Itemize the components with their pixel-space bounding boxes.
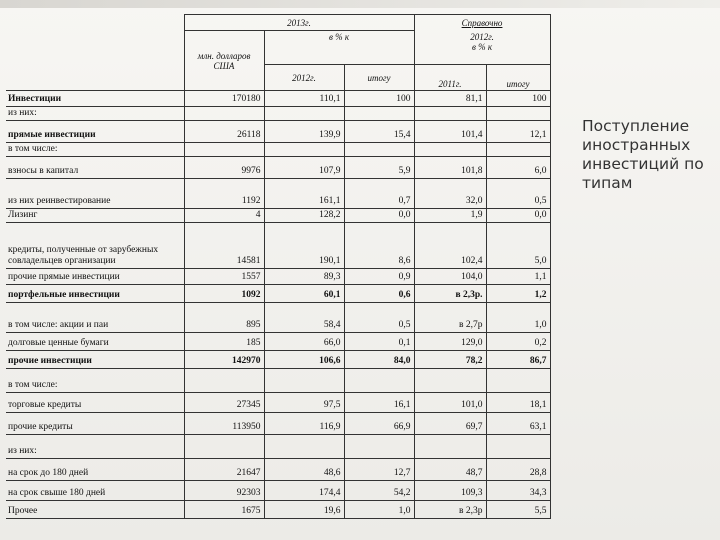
- cell-v1: 142970: [184, 351, 264, 369]
- cell-v5: 86,7: [486, 351, 550, 369]
- table-row: [6, 481, 550, 501]
- slide-title: Поступление иностранных инвестиций по типам: [582, 117, 704, 192]
- table-row: [6, 303, 550, 333]
- cell-v3: 5,9: [344, 157, 414, 179]
- cell-v2: [264, 369, 344, 393]
- cell-v1: 4: [184, 209, 264, 223]
- table-row: [6, 393, 550, 413]
- table-row: [6, 179, 550, 209]
- cell-v4: 81,1: [414, 91, 486, 107]
- cell-v3: 8,6: [344, 223, 414, 269]
- row-label: в том числе: акции и паи: [6, 303, 184, 333]
- cell-v3: 0,0: [344, 209, 414, 223]
- row-label: из них реинвестирование: [6, 179, 184, 209]
- cell-v2: 139,9: [264, 121, 344, 143]
- table-body: [6, 91, 550, 519]
- cell-v1: 27345: [184, 393, 264, 413]
- row-label: долговые ценные бумаги: [6, 333, 184, 351]
- cell-v3: 66,9: [344, 413, 414, 435]
- cell-v1: 14581: [184, 223, 264, 269]
- investment-table: [6, 14, 551, 519]
- table-row: [6, 223, 550, 269]
- cell-v5: 18,1: [486, 393, 550, 413]
- cell-v4: 69,7: [414, 413, 486, 435]
- cell-v1: 1192: [184, 179, 264, 209]
- cell-v3: 0,7: [344, 179, 414, 209]
- table-row: [6, 209, 550, 223]
- cell-v3: 1,0: [344, 501, 414, 519]
- cell-v3: 16,1: [344, 393, 414, 413]
- header-2012: 2012г.: [264, 65, 344, 91]
- cell-v2: [264, 435, 344, 459]
- cell-v3: 54,2: [344, 481, 414, 501]
- cell-v5: 1,0: [486, 303, 550, 333]
- table-row: [6, 121, 550, 143]
- row-label: прочие инвестиции: [6, 351, 184, 369]
- cell-v2: [264, 107, 344, 121]
- cell-v5: 6,0: [486, 157, 550, 179]
- table-row: [6, 157, 550, 179]
- cell-v1: 113950: [184, 413, 264, 435]
- row-label: торговые кредиты: [6, 393, 184, 413]
- row-label: Инвестиции: [6, 91, 184, 107]
- cell-v4: в 2,3р.: [414, 285, 486, 303]
- cell-v4: 102,4: [414, 223, 486, 269]
- cell-v4: 101,8: [414, 157, 486, 179]
- cell-v3: [344, 435, 414, 459]
- row-label: Лизинг: [6, 209, 184, 223]
- cell-v2: 106,6: [264, 351, 344, 369]
- header-pct-of: в % к: [264, 31, 414, 65]
- cell-v3: [344, 107, 414, 121]
- cell-v5: [486, 143, 550, 157]
- cell-v5: [486, 107, 550, 121]
- table-row: [6, 501, 550, 519]
- table-row: [6, 107, 550, 121]
- header-ref-2012-block: [414, 31, 550, 65]
- table-row: [6, 351, 550, 369]
- cell-v2: [264, 143, 344, 157]
- row-label: кредиты, полученные от зарубежных совладельцев организации: [6, 223, 184, 269]
- cell-v5: 0,0: [486, 209, 550, 223]
- row-label: на срок свыше 180 дней: [6, 481, 184, 501]
- row-label: прочие кредиты: [6, 413, 184, 435]
- row-label: прочие прямые инвестиции: [6, 269, 184, 285]
- table-row: [6, 333, 550, 351]
- cell-v3: 0,1: [344, 333, 414, 351]
- row-label: на срок до 180 дней: [6, 459, 184, 481]
- cell-v3: 15,4: [344, 121, 414, 143]
- header-year-2013: 2013г.: [184, 15, 414, 31]
- cell-v4: 48,7: [414, 459, 486, 481]
- cell-v2: 174,4: [264, 481, 344, 501]
- row-label: Прочее: [6, 501, 184, 519]
- cell-v1: 1557: [184, 269, 264, 285]
- cell-v3: 84,0: [344, 351, 414, 369]
- cell-v2: 107,9: [264, 157, 344, 179]
- cell-v2: 97,5: [264, 393, 344, 413]
- header-ref-pct-of: в % к: [471, 41, 493, 52]
- cell-v5: 1,2: [486, 285, 550, 303]
- cell-v2: 190,1: [264, 223, 344, 269]
- header-reference: Справочно: [414, 15, 550, 31]
- cell-v2: 58,4: [264, 303, 344, 333]
- cell-v2: 128,2: [264, 209, 344, 223]
- slide-top-strip: [0, 0, 720, 8]
- cell-v3: 0,5: [344, 303, 414, 333]
- header-ref-2011: 2011г.: [414, 65, 486, 91]
- cell-v5: 12,1: [486, 121, 550, 143]
- cell-v5: 1,1: [486, 269, 550, 285]
- cell-v4: 104,0: [414, 269, 486, 285]
- cell-v3: 12,7: [344, 459, 414, 481]
- header-corner: [6, 15, 184, 31]
- header-total: итогу: [344, 65, 414, 91]
- cell-v1: [184, 107, 264, 121]
- table-row: [6, 143, 550, 157]
- header-ref-total: итогу: [486, 65, 550, 91]
- cell-v4: 78,2: [414, 351, 486, 369]
- cell-v4: 101,0: [414, 393, 486, 413]
- cell-v1: 170180: [184, 91, 264, 107]
- cell-v2: 19,6: [264, 501, 344, 519]
- cell-v3: 0,9: [344, 269, 414, 285]
- table-row: [6, 369, 550, 393]
- cell-v2: 48,6: [264, 459, 344, 481]
- cell-v5: 100: [486, 91, 550, 107]
- cell-v4: 109,3: [414, 481, 486, 501]
- cell-v4: 129,0: [414, 333, 486, 351]
- cell-v5: 28,8: [486, 459, 550, 481]
- cell-v5: 5,5: [486, 501, 550, 519]
- cell-v1: 895: [184, 303, 264, 333]
- row-label: в том числе:: [6, 369, 184, 393]
- cell-v4: 1,9: [414, 209, 486, 223]
- cell-v4: в 2,7р: [414, 303, 486, 333]
- row-label: из них:: [6, 107, 184, 121]
- cell-v2: 110,1: [264, 91, 344, 107]
- row-label: взносы в капитал: [6, 157, 184, 179]
- row-label: прямые инвестиции: [6, 121, 184, 143]
- cell-v3: [344, 369, 414, 393]
- table-row: [6, 435, 550, 459]
- cell-v1: 9976: [184, 157, 264, 179]
- header-mln-usd: млн. долларов США: [184, 31, 264, 91]
- row-label: портфельные инвестиции: [6, 285, 184, 303]
- header-ref-2012: 2012г.: [470, 31, 494, 42]
- cell-v4: [414, 369, 486, 393]
- cell-v4: [414, 107, 486, 121]
- cell-v5: 5,0: [486, 223, 550, 269]
- cell-v1: 1092: [184, 285, 264, 303]
- row-label: в том числе:: [6, 143, 184, 157]
- table-row: [6, 285, 550, 303]
- table-row: [6, 91, 550, 107]
- cell-v1: 21647: [184, 459, 264, 481]
- cell-v1: [184, 369, 264, 393]
- cell-v1: 185: [184, 333, 264, 351]
- cell-v2: 60,1: [264, 285, 344, 303]
- row-label: из них:: [6, 435, 184, 459]
- cell-v5: 0,5: [486, 179, 550, 209]
- table-row: [6, 413, 550, 435]
- cell-v5: 0,2: [486, 333, 550, 351]
- cell-v4: 32,0: [414, 179, 486, 209]
- cell-v1: [184, 435, 264, 459]
- cell-v1: 1675: [184, 501, 264, 519]
- cell-v2: 161,1: [264, 179, 344, 209]
- cell-v1: [184, 143, 264, 157]
- cell-v1: 26118: [184, 121, 264, 143]
- cell-v3: 0,6: [344, 285, 414, 303]
- table-row: [6, 269, 550, 285]
- cell-v5: [486, 435, 550, 459]
- cell-v4: 101,4: [414, 121, 486, 143]
- cell-v4: в 2,3р: [414, 501, 486, 519]
- cell-v3: 100: [344, 91, 414, 107]
- cell-v4: [414, 435, 486, 459]
- cell-v2: 89,3: [264, 269, 344, 285]
- cell-v2: 66,0: [264, 333, 344, 351]
- cell-v2: 116,9: [264, 413, 344, 435]
- investment-table-container: [6, 14, 550, 534]
- cell-v3: [344, 143, 414, 157]
- cell-v5: 34,3: [486, 481, 550, 501]
- cell-v5: [486, 369, 550, 393]
- cell-v5: 63,1: [486, 413, 550, 435]
- table-row: [6, 459, 550, 481]
- cell-v4: [414, 143, 486, 157]
- cell-v1: 92303: [184, 481, 264, 501]
